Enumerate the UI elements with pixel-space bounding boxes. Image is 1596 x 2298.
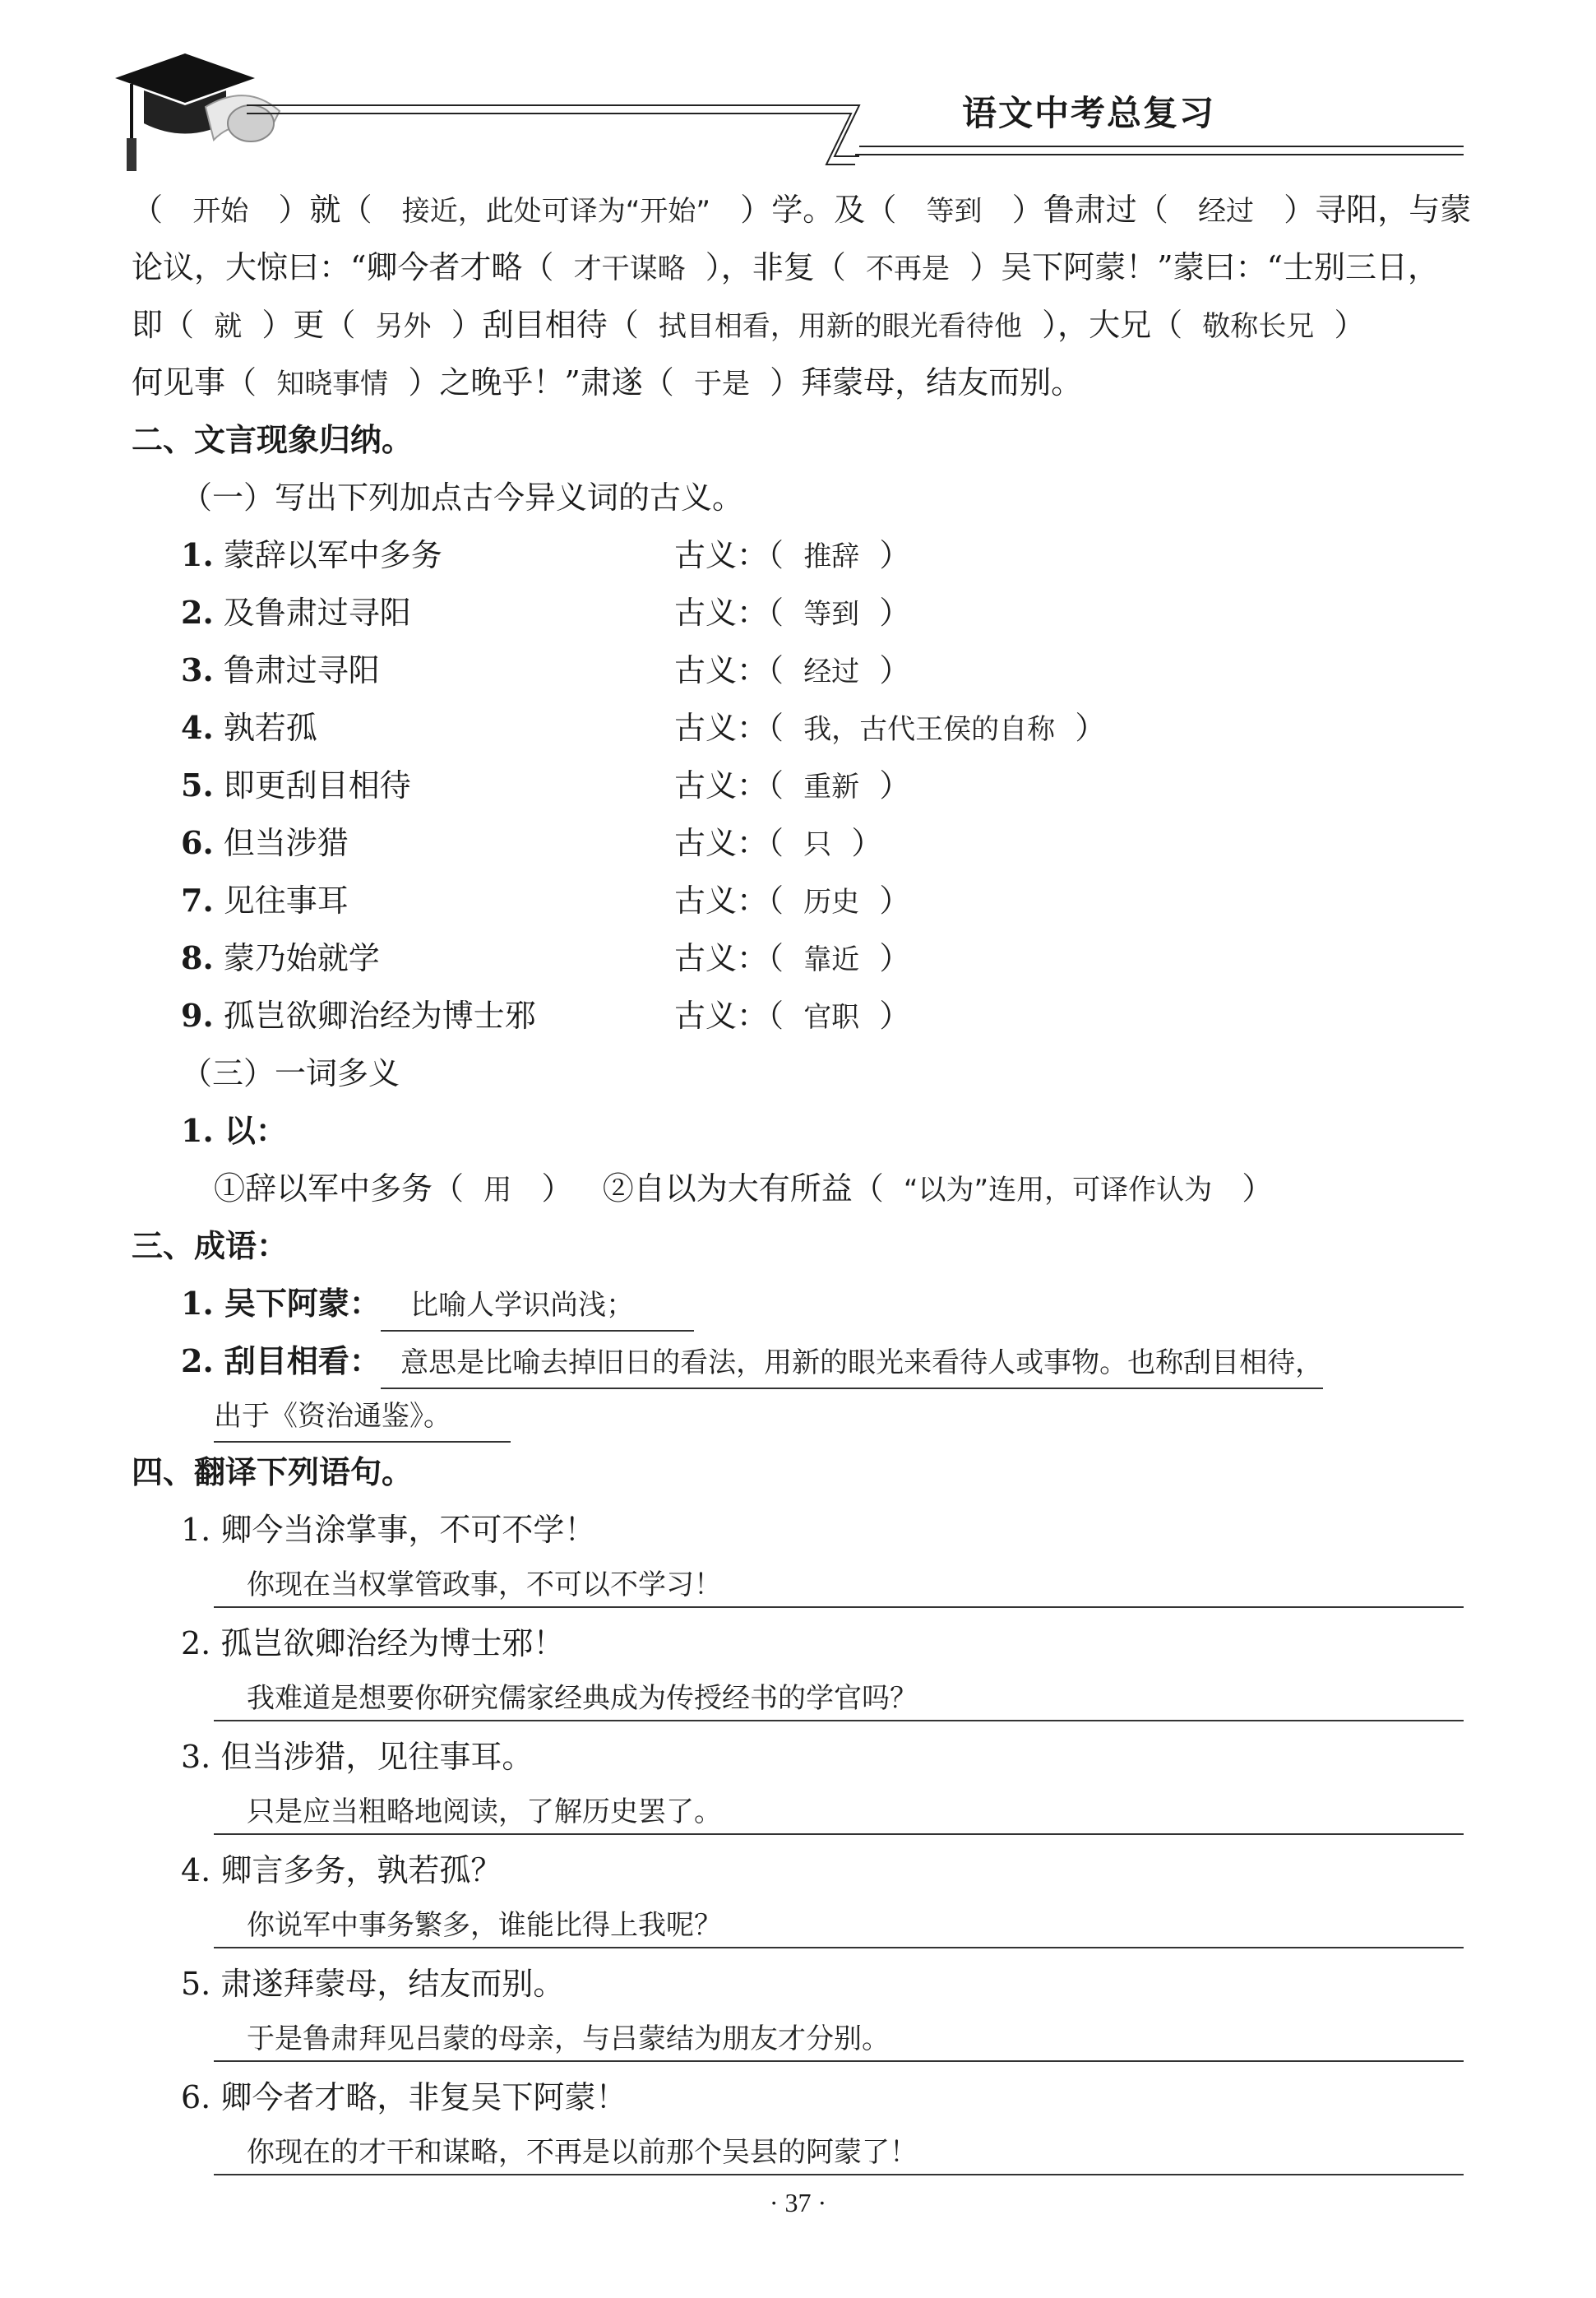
idiom-row: 1. 吴下阿蒙： 比喻人学识尚浅； (181, 1279, 694, 1328)
answer-line (214, 1947, 1464, 1948)
translation-answer: 只是应当粗略地阅读，了解历史罢了。 (247, 1795, 722, 1828)
passage-line-2: 论议，大惊曰：“卿今者才略（ 才干谋略 ），非复（ 不再是 ）吴下阿蒙！”蒙曰：“士别三日， (132, 249, 1439, 285)
item-row: 7. 见往事耳 古义：（ 历史 ） (181, 882, 911, 919)
translation-answer: 于是鲁肃拜见吕蒙的母亲，与吕蒙结为朋友才分别。 (247, 2022, 890, 2055)
header-title: 语文中考总复习 (962, 93, 1216, 133)
item-row: 5. 即更刮目相待 古义：（ 重新 ） (181, 767, 911, 804)
idiom-row-continued: 出于《资治通鉴》。 (214, 1390, 511, 1439)
translation-question: 1. 卿今当涂掌事，不可不学！ (181, 1512, 596, 1548)
header-rule (247, 90, 1464, 173)
item-row: 6. 但当涉猎 古义：（ 只 ） (181, 824, 883, 861)
translation-question: 5. 肃遂拜蒙母，结友而别。 (181, 1966, 565, 2002)
answer-line (214, 2060, 1464, 2062)
answer-line (214, 2174, 1464, 2175)
idiom-row: 2. 刮目相看： 意思是比喻去掉旧日的看法，用新的眼光来看待人或事物。也称刮目相待， (181, 1337, 1323, 1386)
item-row: 2. 及鲁肃过寻阳 古义：（ 等到 ） (181, 594, 911, 631)
polysemy-row: ①辞以军中多务（ 用 ） ②自以为大有所益（ “以为”连用，可译作认为 ） (214, 1170, 1274, 1207)
page-number: · 37 · (769, 2188, 827, 2217)
translation-question: 3. 但当涉猎，见往事耳。 (181, 1739, 534, 1775)
section-2-sub3: （三）一词多义 (181, 1055, 400, 1091)
answer-line (214, 1833, 1464, 1835)
polysemy-number: 1. 以： (181, 1112, 287, 1149)
item-row: 8. 蒙乃始就学 古义：（ 靠近 ） (181, 939, 911, 976)
answer-line (214, 1606, 1464, 1608)
translation-answer: 你现在当权掌管政事，不可以不学习！ (247, 1568, 722, 1601)
answer-line (214, 1720, 1464, 1721)
passage-line-3: 即（ 就 ）更（ 另外 ）刮目相待（ 拭目相看，用新的眼光看待他 ），大兄（ 敬称长兄 ） (132, 307, 1366, 343)
translation-answer: 你说军中事务繁多，谁能比得上我呢？ (247, 1909, 722, 1942)
section-2-sub1: （一）写出下列加点古今异义词的古义。 (181, 480, 744, 516)
translation-question: 6. 卿今者才略，非复吴下阿蒙！ (181, 2079, 627, 2115)
item-row: 3. 鲁肃过寻阳 古义：（ 经过 ） (181, 651, 911, 688)
section-2-heading: 二、文言现象归纳。 (132, 421, 414, 458)
item-row: 9. 孤岂欲卿治经为博士邪 古义：（ 官职 ） (181, 997, 911, 1034)
item-row: 1. 蒙辞以军中多务 古义：（ 推辞 ） (181, 536, 911, 573)
translation-answer: 我难道是想要你研究儒家经典成为传授经书的学官吗？ (247, 1682, 918, 1715)
section-4-heading: 四、翻译下列语句。 (132, 1453, 414, 1490)
passage-line-1: （ 开始 ）就（ 接近，此处可译为“开始” ）学。及（ 等到 ）鲁肃过（ 经过 ）寻阳，与蒙 (132, 192, 1472, 228)
translation-question: 2. 孤岂欲卿治经为博士邪！ (181, 1625, 565, 1661)
translation-question: 4. 卿言多务，孰若孤？ (181, 1852, 502, 1888)
passage-line-4: 何见事（ 知晓事情 ）之晚乎！”肃遂（ 于是 ）拜蒙母，结友而别。 (132, 364, 1083, 401)
section-3-heading: 三、成语： (132, 1227, 289, 1264)
item-row: 4. 孰若孤 古义：（ 我，古代王侯的自称 ） (181, 709, 1107, 746)
translation-answer: 你现在的才干和谋略，不再是以前那个吴县的阿蒙了！ (247, 2136, 918, 2169)
